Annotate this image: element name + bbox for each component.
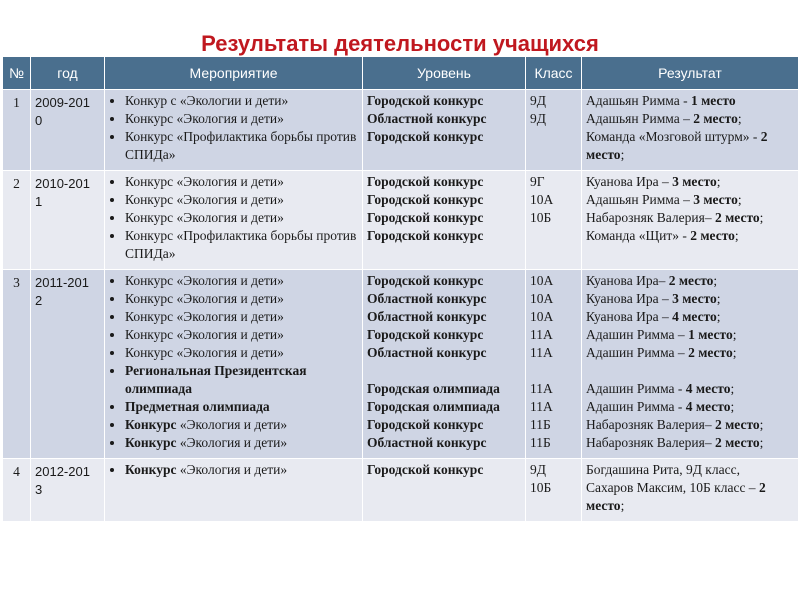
table-row	[3, 459, 799, 522]
event-text: Конкурс «Профилактика борьбы против СПИДа»	[125, 129, 357, 162]
class-line: 11А	[530, 345, 553, 360]
result-punct: ;	[620, 147, 625, 162]
level-line: Городской конкурс	[367, 93, 484, 108]
result-name: Адашьян Римма -	[586, 93, 691, 108]
result-line	[586, 110, 794, 128]
level-line: Областной конкурс	[367, 111, 487, 126]
class-line: 11Б	[530, 435, 551, 450]
result-name: Куанова Ира –	[586, 309, 673, 324]
level-line: Областной конкурс	[367, 291, 487, 306]
row-levels	[363, 459, 526, 522]
page-title: Результаты деятельности учащихся	[201, 31, 599, 56]
event-text: Конкурс «Экология и дети»	[125, 345, 284, 360]
event-bold: Конкурс	[125, 435, 177, 450]
result-place: 3 место	[672, 174, 717, 189]
class-line: 10Б	[530, 480, 552, 495]
result-line	[586, 92, 794, 110]
result-punct: ;	[759, 210, 764, 225]
level-line: Городской конкурс	[367, 210, 484, 225]
result-place: 1 место	[688, 327, 733, 342]
class-line: 10А	[530, 273, 554, 288]
result-line	[586, 479, 794, 515]
row-number: 3	[3, 270, 31, 459]
result-place: 2 место	[668, 273, 714, 288]
table-row	[3, 171, 799, 270]
result-punct: ;	[759, 417, 764, 432]
result-punct: ;	[737, 111, 742, 126]
result-punct: ;	[737, 192, 742, 207]
result-name: Сахаров Максим, 10Б класс –	[586, 480, 759, 495]
event-text: Конкурс «Профилактика борьбы против СПИДа»	[125, 228, 357, 261]
event-item	[125, 209, 358, 227]
event-item	[125, 434, 358, 452]
result-place: 2 место	[690, 228, 735, 243]
result-place: 3 место	[693, 192, 738, 207]
result-name: Адашин Римма -	[586, 399, 686, 414]
event-item	[125, 227, 358, 263]
results-table	[2, 56, 799, 522]
event-list	[109, 92, 358, 164]
result-line	[586, 416, 794, 434]
result-line	[586, 344, 794, 362]
result-name: Адашьян Римма –	[586, 192, 694, 207]
result-place: 2 место	[688, 345, 733, 360]
event-bold: Предметная олимпиада	[125, 399, 270, 414]
result-name: Набарозняк Валерия–	[586, 210, 715, 225]
header-level: Уровень	[363, 57, 526, 90]
result-name: Богдашина Рита, 9Д класс,	[586, 462, 740, 477]
class-line: 9Г	[530, 174, 545, 189]
class-line: 10А	[530, 291, 554, 306]
result-place: 2 место	[714, 435, 760, 450]
table-row	[3, 90, 799, 171]
row-levels	[363, 270, 526, 459]
class-line: 10А	[530, 309, 554, 324]
result-place: 2 место	[693, 111, 738, 126]
event-bold: Региональная Президентская олимпиада	[125, 363, 307, 396]
result-punct: ;	[759, 435, 764, 450]
level-line: Городской конкурс	[367, 273, 484, 288]
event-item	[125, 344, 358, 362]
result-line	[586, 461, 794, 479]
result-line	[586, 398, 794, 416]
result-punct: ;	[734, 228, 739, 243]
row-results	[582, 270, 799, 459]
class-line	[530, 362, 577, 380]
level-line: Городской конкурс	[367, 327, 484, 342]
row-events	[105, 171, 363, 270]
result-place: 3 место	[672, 291, 717, 306]
event-item	[125, 290, 358, 308]
level-line: Областной конкурс	[367, 309, 487, 324]
result-line	[586, 173, 794, 191]
result-name: Набарозняк Валерия–	[586, 417, 715, 432]
class-line: 9Д	[530, 111, 546, 126]
result-line	[586, 290, 794, 308]
level-line: Городской конкурс	[367, 192, 484, 207]
level-line: Областной конкурс	[367, 435, 487, 450]
result-punct: ;	[730, 381, 735, 396]
class-line: 9Д	[530, 462, 546, 477]
result-name: Адашьян Римма –	[586, 111, 694, 126]
row-number: 4	[3, 459, 31, 522]
result-place: 2 место	[714, 417, 760, 432]
event-text: Конкурс «Экология и дети»	[125, 291, 284, 306]
year-part: 2	[35, 293, 43, 308]
event-text: «Экология и дети»	[176, 435, 288, 450]
row-classes	[526, 270, 582, 459]
row-events	[105, 459, 363, 522]
class-line: 11А	[530, 327, 553, 342]
event-item	[125, 272, 358, 290]
result-name: Команда «Мозговой штурм» -	[586, 129, 761, 144]
result-punct: ;	[716, 174, 721, 189]
event-list	[109, 173, 358, 263]
event-item	[125, 128, 358, 164]
row-year	[31, 171, 105, 270]
event-item	[125, 416, 358, 434]
result-place: 4 место	[685, 381, 731, 396]
table-row	[3, 270, 799, 459]
event-item	[125, 191, 358, 209]
header-number: №	[3, 57, 31, 90]
year-part: 1	[35, 194, 43, 209]
year-part: 2011-201	[35, 275, 89, 290]
row-levels	[363, 90, 526, 171]
event-list	[109, 461, 358, 479]
result-name: Набарозняк Валерия–	[586, 435, 715, 450]
result-punct: ;	[730, 399, 735, 414]
event-item	[125, 110, 358, 128]
row-levels	[363, 171, 526, 270]
row-number: 2	[3, 171, 31, 270]
level-line: Городской конкурс	[367, 228, 484, 243]
class-line: 10А	[530, 192, 554, 207]
result-punct: ;	[716, 291, 721, 306]
result-line	[586, 191, 794, 209]
row-classes	[526, 459, 582, 522]
result-name: Адашин Римма –	[586, 327, 689, 342]
result-place: 2 место	[586, 480, 766, 513]
result-line	[586, 209, 794, 227]
class-line: 11А	[530, 399, 553, 414]
result-punct: ;	[713, 273, 718, 288]
result-punct: ;	[732, 345, 737, 360]
result-place: 4 место	[685, 399, 731, 414]
result-name: Команда «Щит» -	[586, 228, 691, 243]
event-text: Конкурс «Экология и дети»	[125, 111, 284, 126]
year-part: 2009-201	[35, 95, 90, 110]
header-event: Мероприятие	[105, 57, 363, 90]
header-year: год	[31, 57, 105, 90]
table-header-row	[3, 57, 799, 90]
row-classes	[526, 171, 582, 270]
result-place: 4 место	[672, 309, 717, 324]
result-line	[586, 434, 794, 452]
event-text: Конкурс «Экология и дети»	[125, 327, 284, 342]
event-bold: Конкурс	[125, 462, 177, 477]
event-text: «Экология и дети»	[176, 417, 288, 432]
result-place: 2 место	[714, 210, 760, 225]
level-line: Городская олимпиада	[367, 381, 500, 396]
class-line: 10Б	[530, 210, 552, 225]
event-item	[125, 92, 358, 110]
result-line	[586, 362, 794, 380]
result-line	[586, 227, 794, 245]
result-name: Куанова Ира –	[586, 291, 673, 306]
event-item	[125, 308, 358, 326]
result-punct: ;	[732, 327, 737, 342]
result-line	[586, 326, 794, 344]
result-line	[586, 272, 794, 290]
result-line	[586, 128, 794, 164]
row-classes	[526, 90, 582, 171]
header-class: Класс	[526, 57, 582, 90]
row-events	[105, 90, 363, 171]
event-item	[125, 362, 358, 398]
level-line: Областной конкурс	[367, 345, 487, 360]
year-part: 2010-201	[35, 176, 90, 191]
result-punct: ;	[620, 498, 625, 513]
year-part: 3	[35, 482, 43, 497]
event-text: Конкурс «Экология и дети»	[125, 273, 284, 288]
event-text: Конкур с «Экологии и дети»	[125, 93, 289, 108]
event-bold: Конкурс	[125, 417, 177, 432]
result-line	[586, 308, 794, 326]
result-name: Адашин Римма –	[586, 345, 689, 360]
row-results	[582, 171, 799, 270]
result-place: 1 место	[690, 93, 736, 108]
event-item	[125, 398, 358, 416]
row-year	[31, 459, 105, 522]
class-line: 11А	[530, 381, 553, 396]
event-text: Конкурс «Экология и дети»	[125, 309, 284, 324]
result-name: Адашин Римма -	[586, 381, 686, 396]
level-line	[367, 362, 521, 380]
result-line	[586, 380, 794, 398]
event-list	[109, 272, 358, 452]
row-events	[105, 270, 363, 459]
header-result: Результат	[582, 57, 799, 90]
row-results	[582, 90, 799, 171]
level-line: Городская олимпиада	[367, 399, 500, 414]
row-number: 1	[3, 90, 31, 171]
level-line: Городской конкурс	[367, 174, 484, 189]
event-item	[125, 326, 358, 344]
year-part: 0	[35, 113, 43, 128]
level-line: Городской конкурс	[367, 417, 484, 432]
event-item	[125, 461, 358, 479]
class-line: 9Д	[530, 93, 546, 108]
result-name: Куанова Ира–	[586, 273, 669, 288]
result-place: 2 место	[586, 129, 768, 162]
event-text: «Экология и дети»	[176, 462, 288, 477]
event-item	[125, 173, 358, 191]
result-name: Куанова Ира –	[586, 174, 673, 189]
event-text: Конкурс «Экология и дети»	[125, 174, 284, 189]
row-results	[582, 459, 799, 522]
event-text: Конкурс «Экология и дети»	[125, 210, 284, 225]
result-punct: ;	[716, 309, 721, 324]
level-line: Городской конкурс	[367, 462, 484, 477]
row-year	[31, 270, 105, 459]
row-year	[31, 90, 105, 171]
year-part: 2012-201	[35, 464, 90, 479]
level-line: Городской конкурс	[367, 129, 484, 144]
class-line: 11Б	[530, 417, 551, 432]
event-text: Конкурс «Экология и дети»	[125, 192, 284, 207]
